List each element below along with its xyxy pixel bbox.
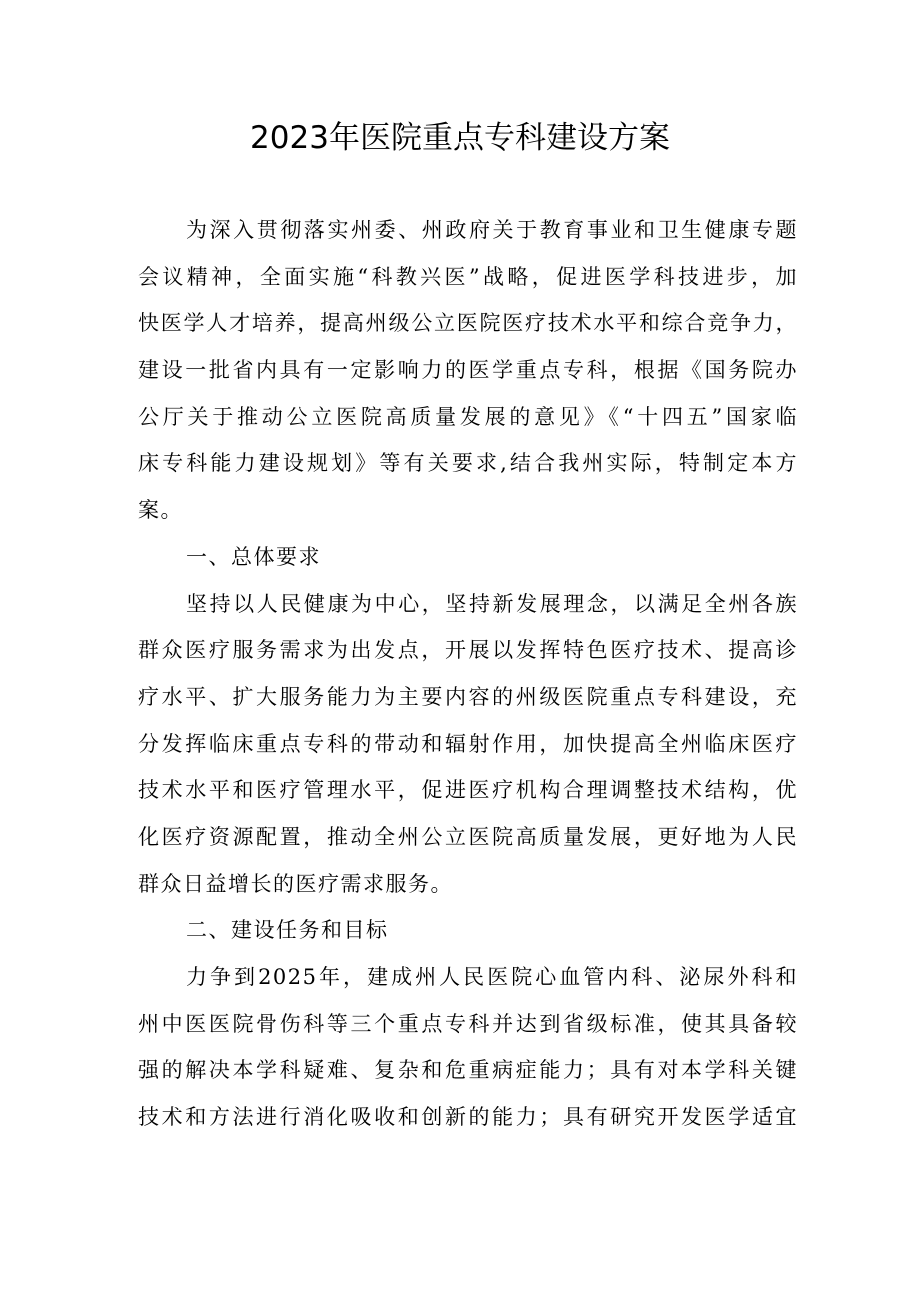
text-line: 群众日益增长的医疗需求服务。 xyxy=(138,871,453,896)
text-line: 一、总体要求 xyxy=(186,544,321,569)
text-line: 强的解决本学科疑难、复杂和危重病症能力；具有对本学科关键 xyxy=(138,1058,798,1083)
text-line: 快医学人才培养，提高州级公立医院医疗技术水平和综合竞争力， xyxy=(138,311,798,336)
text-line: 技术和方法进行消化吸收和创新的能力；具有研究开发医学适宜 xyxy=(138,1105,798,1130)
text-line: 技术水平和医疗管理水平，促进医疗机构合理调整技术结构，优 xyxy=(138,778,798,803)
text-line: 化医疗资源配置，推动全州公立医院高质量发展，更好地为人民 xyxy=(138,824,798,849)
document-body xyxy=(138,207,798,1141)
text-line: 公厅关于推动公立医院高质量发展的意见》《“十四五”国家临 xyxy=(138,404,798,429)
text-line: 建设一批省内具有一定影响力的医学重点专科，根据《国务院办 xyxy=(138,358,798,383)
text-line: 为深入贯彻落实州委、州政府关于教育事业和卫生健康专题 xyxy=(186,218,798,242)
text-line: 坚持以人民健康为中心，坚持新发展理念，以满足全州各族 xyxy=(186,591,798,616)
text-line: 案。 xyxy=(138,498,183,523)
text-line: 州中医医院骨伤科等三个重点专科并达到省级标准，使其具备较 xyxy=(138,1011,798,1036)
text-line: 床专科能力建设规划》等有关要求,结合我州实际，特制定本方 xyxy=(138,451,798,476)
text-line: 分发挥临床重点专科的带动和辐射作用，加快提高全州临床医疗 xyxy=(138,731,798,756)
text-line: 群众医疗服务需求为出发点，开展以发挥特色医疗技术、提高诊 xyxy=(138,638,798,663)
text-line: 疗水平、扩大服务能力为主要内容的州级医院重点专科建设，充 xyxy=(138,684,798,709)
text-line: 二、建设任务和目标 xyxy=(186,918,389,943)
text-line: 会议精神，全面实施“科教兴医”战略，促进医学科技进步，加 xyxy=(138,264,798,289)
text-line: 力争到2025年，建成州人民医院心血管内科、泌尿外科和 xyxy=(186,965,798,989)
document-title: 2023年医院重点专科建设方案 xyxy=(250,120,670,156)
